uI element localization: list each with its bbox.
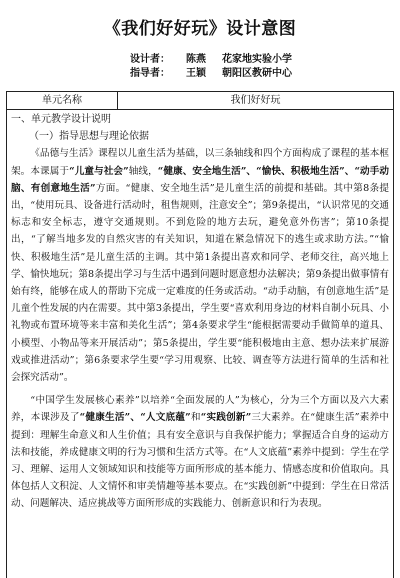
- paragraph-2: [11, 392, 389, 512]
- para1-text-a: 《品德与生活》课程以儿童生活为基础，以三条轴线和四个方面构成了课程的基本框架。本课属于: [11, 148, 389, 177]
- para2-text-b: 和: [190, 412, 201, 424]
- designer-name: 陈燕: [186, 54, 206, 65]
- para1-text-c: 方面。“健康、安全地生活”是儿童生活的前提和基础。其中第8条提出，“使用玩具、设备进行活动时，租售规则，注意安全”；第9条提出，“认识常见的交通标志和安全标志，遵守交通规则。不到危险的地方去玩，避免意外伤害”；第10条提出，“了解当地多发的自然灾害的有关知识，知道在紧急情况下的逃生或求助方法。”“愉快、积极地生活”是儿童生活的主调。其中第1条提出喜欢和同学、老师交往，高兴地上学、愉快地玩；第8条提出学习与生活中遇到问题时愿意想办法解决；第9条提出做事情有始有终，能够在成人的帮助下完成一定难度的任务或活动。“动手动脑，有创意地生活”是儿童个性发展的内在需要。其中第3条提出，学生要“喜欢利用身边的材料自制小玩具、小礼物或布置环境等来丰富和美化生活”；第4条要求学生“能根据需要动手做简单的道具、小模型、小物品等来开展活动”；第5条提出，学生要“能积极地由主意、想办法来扩展游戏或推进活动”；第6条要求学生要“学习用观察、比较、调查等方法进行简单的生活和社会探究活动”。: [11, 182, 389, 384]
- designer-label: 设计者：: [130, 54, 170, 65]
- supervisor-name: 王颖: [186, 68, 206, 79]
- table-content: [7, 110, 393, 513]
- para2-bold-b: “实践创新”: [200, 412, 252, 424]
- document-title: 《我们好好玩》设计意图: [103, 19, 297, 39]
- table-header-row: [7, 92, 393, 110]
- para2-text-c: 三大素养。在“健康生活”素养中提到：理解生命意义和人生价值；具有安全意识与自我保护能力；掌握适合自身的运动方法和技能，养成健康文明的行为习惯和生活方式等。在“人文底蕴”素养中提到：学生在学习、理解、运用人文领域知识和技能等方面所形成的基本能力、情感态度和价值取向。具体包括人文积淀、人文情怀和审美情趣等基本要点。在“实践创新”中提到：学生在日常活动、问题解决、适应挑战等方面所形成的实践能力、创新意识和行为表现。: [11, 412, 389, 510]
- designer-line: [130, 50, 390, 65]
- supervisor-line: [130, 64, 390, 79]
- para2-bold-a: “健康生活”、“人文底蕴”: [79, 412, 191, 424]
- supervisor-label: 指导者：: [130, 68, 170, 79]
- para1-bold-a: “儿童与社会”: [69, 165, 129, 177]
- unit-name-label: 单元名称: [7, 92, 118, 109]
- para1-text-b: 轴线，: [128, 165, 158, 177]
- unit-name-value: 我们好好玩: [230, 95, 281, 106]
- section-heading: 一、单元教学设计说明: [11, 114, 111, 125]
- paragraph-1: [11, 145, 389, 386]
- para2-text-a: “中国学生发展核心素养”以培养“全面发展的人”为核心，分为三个方面以及六大素养，本课涉及了: [11, 395, 389, 424]
- supervisor-org: 朝阳区教研中心: [222, 68, 292, 79]
- designer-org: 花家地实验小学: [222, 54, 292, 65]
- para1-bold-b: “健康、安全地生活”、“愉快、积极地生活”、“动手动脑、有创意地生活”: [11, 165, 390, 194]
- unit-table: [6, 91, 394, 578]
- subsection-heading: （一）指导思想与理论依据: [29, 131, 149, 143]
